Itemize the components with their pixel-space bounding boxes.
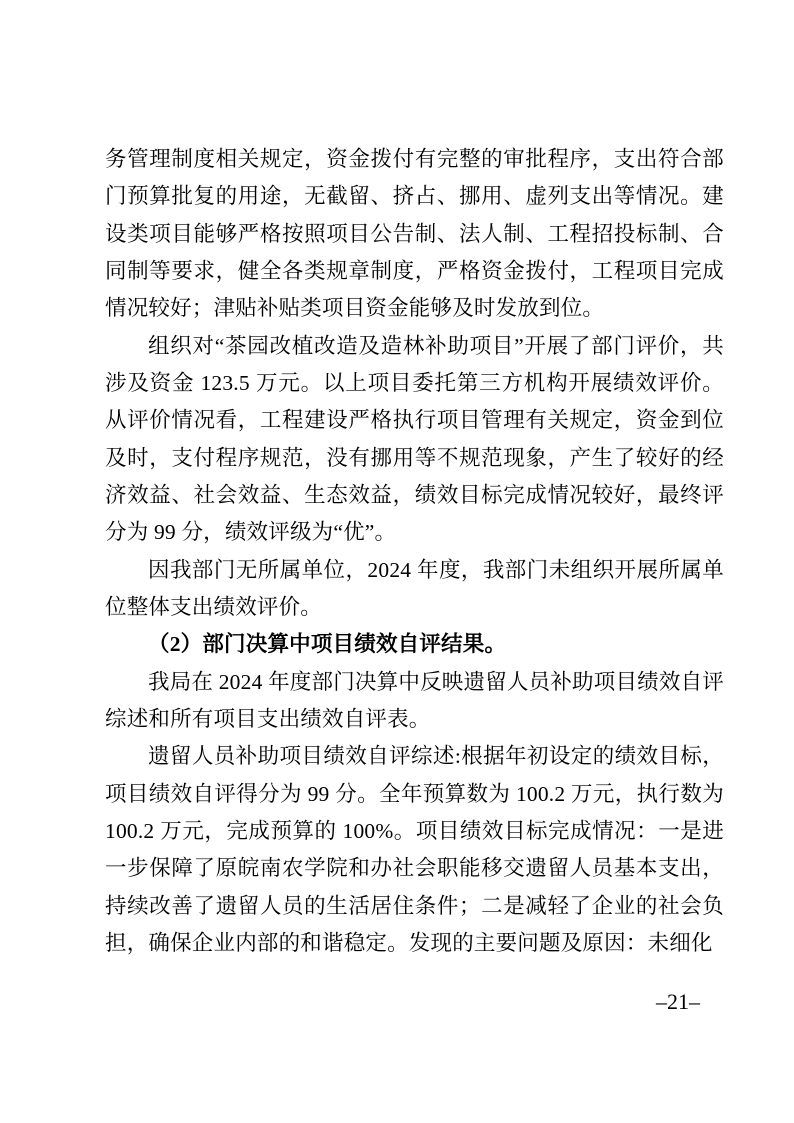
section-heading-project-self-evaluation: （2）部门决算中项目绩效自评结果。 <box>148 632 507 657</box>
paragraph-no-subordinate-units: 因我部门无所属单位，2024 年度，我部门未组织开展所属单位整体支出绩效评价。 <box>105 557 724 619</box>
document-body <box>105 141 724 962</box>
page-number: –21– <box>656 989 700 1014</box>
paragraph-budget-management-continuation: 务管理制度相关规定，资金拨付有完整的审批程序，支出符合部门预算批复的用途，无截留、挤占、挪用、虚列支出等情况。建设类项目能够严格按照项目公告制、法人制、工程招投标制、合同制等要求，健全各类规章制度，严格资金拨付，工程项目完成情况较好；津贴补贴类项目资金能够及时发放到位。 <box>105 147 724 321</box>
paragraph-final-accounts-reflection: 我局在 2024 年度部门决算中反映遗留人员补助项目绩效自评综述和所有项目支出绩效自评表。 <box>105 669 724 731</box>
paragraph-department-evaluation-tea-garden: 组织对“茶园改植改造及造林补助项目”开展了部门评价，共涉及资金 123.5 万元。以上项目委托第三方机构开展绩效评价。从评价情况看，工程建设严格执行项目管理有关规定，资金到位及时，支付程序规范，没有挪用等不规范现象，产生了较好的经济效益、社会效益、生态效益，绩效目标完成情况较好，最终评分为 99 分，绩效评级为“优”。 <box>105 333 724 545</box>
paragraph-legacy-personnel-subsidy-summary: 遗留人员补助项目绩效自评综述:根据年初设定的绩效目标，项目绩效自评得分为 99 分。全年预算数为 100.2 万元，执行数为 100.2 万元，完成预算的 100%。项目绩效目标完成情况：一是进一步保障了原皖南农学院和办社会职能移交遗留人员基本支出，持续改善了遗留人员的生活居住条件；二是减轻了企业的社会负担，确保企业内部的和谐稳定。发现的主要问题及原因：未细化 <box>105 744 724 955</box>
